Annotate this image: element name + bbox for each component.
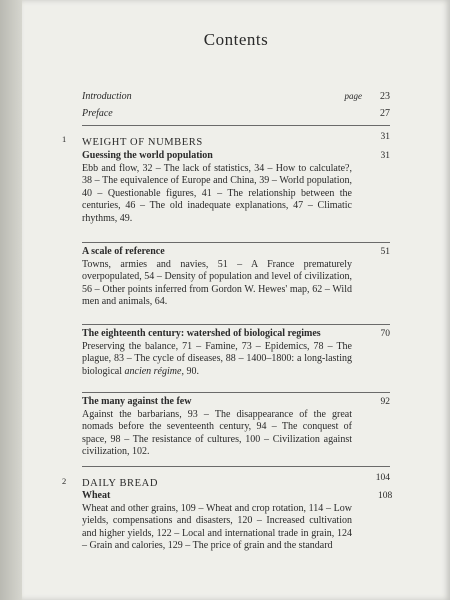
section-page: 108: [378, 491, 393, 501]
section-page: 70: [380, 329, 390, 339]
entry-page: 27: [380, 108, 390, 119]
section-text: Towns, armies and navies, 51 – A France prematurely overpopulated, 54 – Density of population and level of civilization, 56 – Other points inferred from Gordon W. Hewes' map, 62 – Wild men and animals, 64.: [82, 258, 352, 307]
entry-page: 23: [380, 91, 390, 102]
divider: [82, 392, 390, 393]
chapter-page: 31: [380, 132, 390, 142]
chapter-title: DAILY BREAD: [82, 478, 159, 489]
section-title: The many against the few: [82, 396, 192, 407]
toc-section: [82, 396, 352, 459]
page-title: Contents: [203, 30, 269, 49]
section-page: 31: [380, 151, 390, 161]
section-text-italic: ancien régime: [124, 365, 182, 377]
section-text-main: Preserving the balance, 71 – Famine, 73 – Epidemics, 78 – The plague, 83 – The cycle of diseases, 88 – 1400–1800: a long-lasting biological: [82, 340, 352, 377]
section-text-end: , 90.: [181, 365, 199, 377]
toc-section: [82, 490, 352, 553]
section-text: Wheat and other grains, 109 – Wheat and crop rotation, 114 – Low yields, compensations and disasters, 120 – Increased cultivation and higher yields, 122 – Local and international trade in grain, 124 – Grain and calories, 129 – The price of grain and the standard: [82, 502, 352, 551]
section-text: Against the barbarians, 93 – The disappearance of the great nomads before the seventeenth century, 94 – The conquest of space, 98 – The resistance of cultures, 100 – Civilization against civilization, 102.: [82, 408, 352, 457]
divider: [82, 242, 390, 243]
chapter-number: 1: [62, 134, 67, 144]
toc-entry-introduction: [82, 91, 390, 102]
section-text: Ebb and flow, 32 – The lack of statistics, 34 – How to calculate?, 38 – The equivalence of Europe and China, 39 – World population, 40 – Questionable figures, 41 – The relationship between the centuries, 46 – The old inadequate explanations, 47 – Climatic rhythms, 49.: [82, 162, 352, 224]
entry-title: Introduction: [82, 91, 132, 102]
toc-section: [82, 328, 352, 378]
book-page: [22, 0, 450, 600]
section-title: Wheat: [82, 490, 111, 501]
chapter-heading: [82, 473, 390, 491]
book-gutter: [0, 0, 22, 600]
section-text: [82, 341, 352, 379]
page-label: page: [344, 91, 362, 101]
toc-section: [82, 150, 352, 225]
divider: [82, 466, 390, 467]
section-title: The eighteenth century: watershed of biological regimes: [82, 328, 321, 339]
chapter-page: 104: [375, 473, 390, 483]
entry-title: Preface: [82, 108, 113, 119]
section-title: Guessing the world population: [82, 150, 213, 161]
section-page: 51: [380, 247, 390, 257]
toc-entry-preface: [82, 108, 390, 119]
divider: [82, 125, 390, 126]
toc-section: [82, 246, 352, 309]
chapter-number: 2: [62, 476, 67, 486]
section-title: A scale of reference: [82, 246, 165, 257]
chapter-heading: [82, 132, 390, 150]
chapter-title: WEIGHT OF NUMBERS: [82, 137, 203, 148]
divider: [82, 324, 390, 325]
section-page: 92: [380, 397, 390, 407]
